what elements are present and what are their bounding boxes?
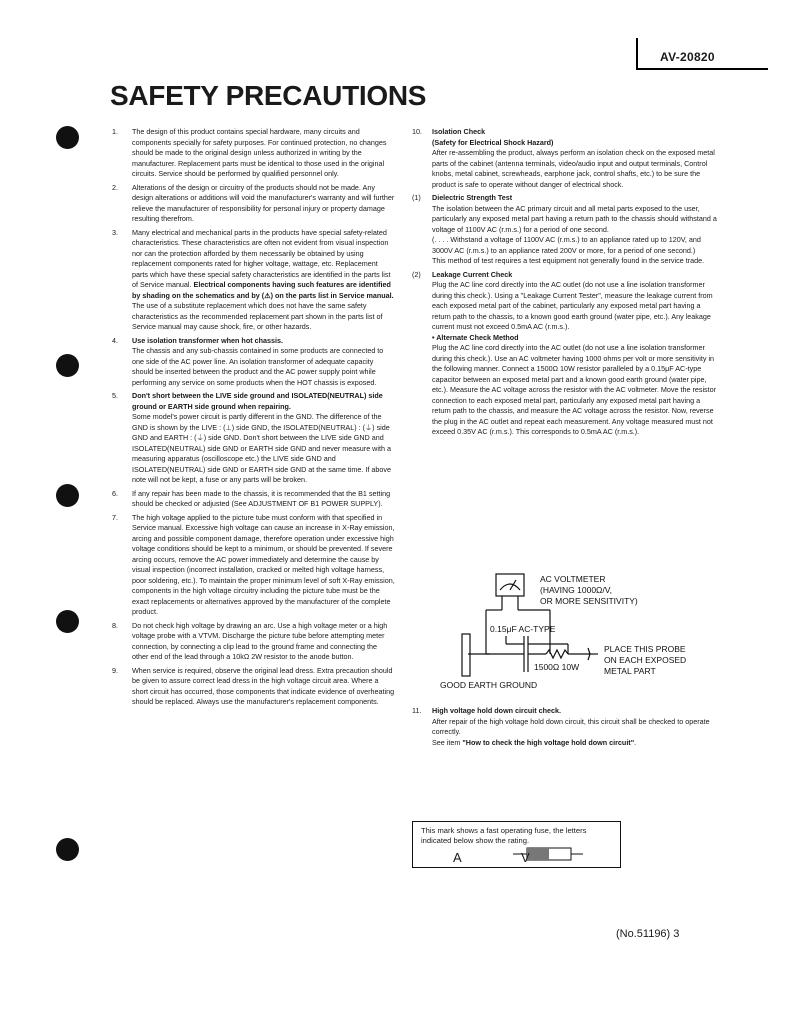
leakage-test-diagram <box>440 572 780 690</box>
right-column-lower <box>412 706 717 751</box>
capacitor-label: 0.15μF AC-TYPE <box>490 624 556 634</box>
fuse-volt-rating: V <box>521 850 530 865</box>
binder-hole <box>56 354 79 377</box>
page-title: SAFETY PRECAUTIONS <box>110 80 427 111</box>
precaution-item-8: 8. Do not check high voltage by drawing an arc. Use a high voltage meter or a high voltage probe with a VTVM. Discharge the picture tube before attempting meter connection, by connecting a clip lead to the ground frame and connecting the other end of the lead through a 10kΩ 2W resistor to the anode button. <box>112 620 388 661</box>
fuse-notice-box <box>412 821 621 868</box>
dielectric-test-item: (1) Dielectric Strength Test The isolation between the AC primary circuit and all metal parts exposed to the user, particularly any exposed metal part having a return path to the chassis should withstand a voltage of 1100V AC (r.m.s.) for a period of one second. (. . . . Withstand a voltage of 1100V AC (r.m.s.) to an appliance rated up to 120V, and 3000V AC (r.m.s.) to an appliance rated 200V or more, for a period of one second.) This method of test requires a test equipment not generally found in the service trade. <box>412 193 717 265</box>
resistor-label: 1500Ω 10W <box>534 662 580 672</box>
voltmeter-label: AC VOLTMETER <box>540 574 606 584</box>
precaution-item-3: 3. Many electrical and mechanical parts in the products have special safety-related characteristics. These characteristics are often not evident from visual inspection nor can the protection afforded by them necessarily be obtained by using replacement components rated for higher voltage, wattage, etc. Replacement parts which have these special safety characteristics are identified in the parts list of Service manual. Electrical components having such features are identified by shading on the schematics and by (⚠) on the parts list in Service manual. The use of a substitute replacement which does not have the same safety characteristics as the recommended replacement part shown in the parts list of Service manual may cause shock, fire, or other hazards. <box>112 227 394 331</box>
probe-label-3: METAL PART <box>604 666 656 676</box>
isolation-check-item: 10. Isolation Check (Safety for Electrical Shock Hazard) After re-assembling the product, always perform an isolation check on the exposed metal parts of the cabinet (antenna terminals, video/audio input and output terminals, Control knobs, metal cabinet, screwheads, earphone jack, control shafts, etc.) to be sure the product is safe to operate without danger of electrical shock. <box>412 127 715 189</box>
voltmeter-spec-1: (HAVING 1000Ω/V, <box>540 585 613 595</box>
precaution-item-9: 9. When service is required, observe the original lead dress. Extra precaution should be given to assure correct lead dress in the high voltage circuit area. Where a short circuit has occurred, those components that indicate evidence of overheating should be replaced. Always use the manufacturer's replacement components. <box>112 665 395 706</box>
model-number-box <box>636 38 768 70</box>
model-number: AV-20820 <box>660 50 715 64</box>
fuse-amp-rating: A <box>453 850 462 865</box>
binder-hole <box>56 610 79 633</box>
binder-hole <box>56 838 79 861</box>
precaution-item-4: 4. Use isolation transformer when hot chassis. The chassis and any sub-chassis contained in some products are connected to one side of the AC power line. An isolation transformer of adequate capacity should be inserted between the product and the AC power supply point while performing any service on some products when the HOT chassis is exposed. <box>112 335 384 387</box>
precaution-item-5: 5. Don't short between the LIVE side ground and ISOLATED(NEUTRAL) side ground or EARTH side ground when repairing. Some model's power circuit is partly different in the GND. The difference of the GND is shown by the LIVE : (⊥) side GND, the ISOLATED(NEUTRAL) : (⏚) side GND and EARTH : (⏚) side GND. Don't short between the LIVE side GND and ISOLATED(NEUTRAL) side GND or EARTH side GND and never measure with a measuring apparatus (oscilloscope etc.) the LIVE side GND and ISOLATED(NEUTRAL) side GND or EARTH side GND at the same time. If above note will not be kept, a fuse or any parts will be broken. <box>112 391 391 484</box>
resistor-symbol <box>546 650 568 658</box>
leakage-check-item: (2) Leakage Current Check Plug the AC line cord directly into the AC outlet (do not use a line isolation transformer during this check.). Using a "Leakage Current Tester", measure the leakage current from each exposed metal part of the cabinet, particularly any exposed metal part having a return path to the chassis, to a known good earth ground (water pipe, etc.). Any leakage current must not exceed 0.5mA AC (r.m.s.). • Alternate Check Method Plug the AC line cord directly into the AC outlet (do not use a line isolation transformer during this check.). Use an AC voltmeter having 1000 ohms per volt or more sensitivity in the following manner. Connect a 1500Ω 10W resistor paralleled by a 0.15μF AC-type capacitor between an exposed metal part and a known good earth ground (water pipe, etc.). Measure the AC voltage across the resistor with the AC voltmeter. Move the resistor connection to each exposed metal part, particularly any exposed metal part having a return path to the chassis, and measure the AC voltage across the resistor. Now, reverse the plug in the AC outlet and repeat each measurement. Any voltage measured must not exceed 0.35V AC (r.m.s.). This corresponds to 0.5mA AC (r.m.s.). <box>412 269 717 436</box>
left-column <box>112 127 395 711</box>
probe-label-2: ON EACH EXPOSED <box>604 655 687 665</box>
precaution-item-1: 1. The design of this product contains special hardware, many circuits and components specially for safety purposes. For continued protection, no changes should be made to the original design unless authorized in writing by the manufacturer. Replacement parts must be identical to those used in the original circuits. Service should be performed by qualified personnel only. <box>112 127 387 178</box>
probe-label-1: PLACE THIS PROBE <box>604 644 686 654</box>
hold-down-check-item: 11. High voltage hold down circuit check. After repair of the high voltage hold down circuit, this circuit shall be checked to operate correctly. See item "How to check the high voltage hold down circuit". <box>412 706 710 747</box>
binder-hole <box>56 484 79 507</box>
binder-hole <box>56 126 79 149</box>
precaution-item-2: 2. Alterations of the design or circuitry of the products should not be made. Any design alterations or additions will void the manufacturer's warranty and will further relieve the manufacturer of responsibility for personal injury or property damage resulting therefrom. <box>112 182 395 223</box>
voltmeter-symbol <box>496 574 524 596</box>
earth-electrode-symbol <box>462 634 470 676</box>
alternate-method-heading: • Alternate Check Method <box>432 332 519 342</box>
precaution-item-6: 6. If any repair has been made to the chassis, it is recommended that the B1 setting should be checked or adjusted (See ADJUSTMENT OF B1 POWER SUPPLY). <box>112 488 391 508</box>
voltmeter-spec-2: OR MORE SENSITIVITY) <box>540 596 638 606</box>
precaution-item-7: 7. The high voltage applied to the picture tube must conform with that specified in Service manual. Excessive high voltage can cause an increase in X-Ray emission, arcing and possible component damage, therefore operation under excessive high voltage conditions should be kept to a minimum, or should be prevented. If severe arcing occurs, remove the AC power immediately and determine the cause by visual inspection (incorrect installation, cracked or melted high voltage harness, poor soldering, etc.). To maintain the proper minimum level of soft X-Ray emission, components in the high voltage circuitry including the picture tube must be the exact replacements or alternatives approved by the manufacturer of the complete product. <box>112 512 395 616</box>
earth-ground-label: GOOD EARTH GROUND <box>440 680 538 690</box>
safety-parts-note: Electrical components having such features are identified by shading on the schematics and by (⚠) on the parts list in Service manual. <box>132 280 394 300</box>
right-column <box>412 127 717 441</box>
fuse-notice-text: This mark shows a fast operating fuse, the letters indicated below show the rating. <box>421 826 587 845</box>
page-footer: (No.51196) 3 <box>616 928 680 940</box>
